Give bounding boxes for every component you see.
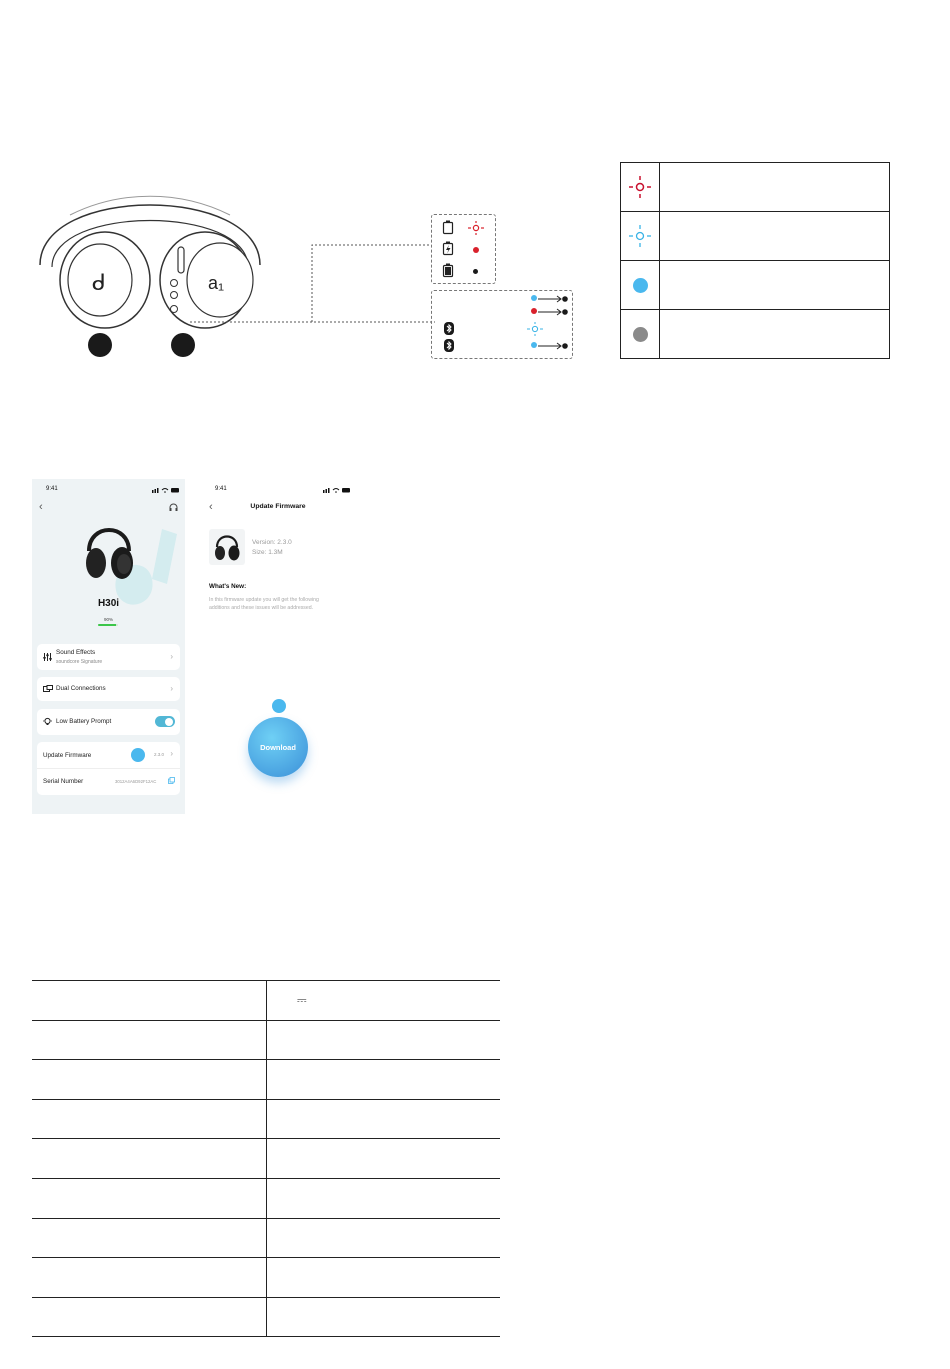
serial-number-label: Serial Number xyxy=(43,778,84,785)
dc-symbol: ⎓ xyxy=(297,993,307,1008)
bluetooth-icon xyxy=(444,339,454,352)
table-row xyxy=(32,1060,500,1100)
battery-full-icon xyxy=(442,263,454,278)
sound-effects-row[interactable] xyxy=(37,644,180,670)
battery-bar-fill xyxy=(98,624,116,626)
blue-dot xyxy=(531,342,537,348)
download-callout-marker xyxy=(272,699,286,713)
table-row xyxy=(32,1297,500,1337)
legend-row-gray-solid xyxy=(621,310,889,358)
chevron-right-icon: › xyxy=(170,749,173,758)
table-row xyxy=(32,1020,500,1060)
led-off-indicator xyxy=(473,269,478,274)
table-row xyxy=(32,981,500,1021)
arrow-to-dot xyxy=(538,340,568,352)
battery-charging-icon xyxy=(442,241,454,256)
download-button-label: Download xyxy=(260,742,296,752)
firmware-callout-marker xyxy=(131,748,145,762)
red-solid-led xyxy=(473,247,479,253)
firmware-update-screen xyxy=(203,479,356,814)
blue-flashing-led-icon xyxy=(526,321,544,337)
firmware-product-thumbnail xyxy=(209,529,245,565)
table-row xyxy=(32,1178,500,1218)
status-time: 9:41 xyxy=(46,486,58,492)
blue-flashing-led-icon xyxy=(627,224,653,248)
product-name: H30i xyxy=(97,598,120,609)
bluetooth-icon xyxy=(444,322,454,335)
gray-solid-led xyxy=(633,327,648,342)
headphones-product-image xyxy=(84,521,134,583)
update-firmware-label: Update Firmware xyxy=(43,752,92,759)
table-row xyxy=(32,1218,500,1258)
red-flashing-led-icon xyxy=(467,220,485,236)
status-time: 9:41 xyxy=(215,486,227,492)
screen-title: Update Firmware xyxy=(250,503,306,510)
battery-low-icon xyxy=(442,220,454,235)
sound-effects-sublabel: soundcore Signature xyxy=(56,659,103,665)
bluetooth-status-box xyxy=(431,290,573,359)
firmware-version-value: 2.3.0 xyxy=(154,752,165,757)
battery-status-box xyxy=(431,214,496,284)
legend-row-red-flashing xyxy=(621,163,889,212)
low-battery-prompt-label: Low Battery Prompt xyxy=(56,718,112,725)
dual-devices-icon xyxy=(43,685,53,693)
equalizer-icon xyxy=(43,653,52,661)
firmware-version: Version: 2.3.0 xyxy=(252,539,292,546)
firmware-card xyxy=(37,742,180,795)
lightbulb-icon xyxy=(43,717,52,727)
connector-lines xyxy=(190,240,435,330)
update-firmware-row[interactable] xyxy=(37,742,180,769)
status-icons xyxy=(152,487,180,493)
arrow-to-dot xyxy=(538,293,568,305)
red-dot xyxy=(531,308,537,314)
dual-connections-label: Dual Connections xyxy=(56,685,106,692)
sound-effects-label: Sound Effects xyxy=(56,649,96,656)
blue-dot xyxy=(531,295,537,301)
svg-text:ᑯ: ᑯ xyxy=(92,270,106,295)
chevron-right-icon: › xyxy=(170,684,173,693)
back-arrow-icon[interactable]: ‹ xyxy=(209,501,213,513)
copy-icon[interactable] xyxy=(168,777,175,784)
low-battery-toggle[interactable] xyxy=(155,716,175,727)
headphones-settings-icon[interactable] xyxy=(169,503,178,512)
arrow-to-dot xyxy=(538,306,568,318)
headphones-thumbnail-icon xyxy=(209,529,245,565)
battery-bar xyxy=(98,624,118,626)
whats-new-title: What's New: xyxy=(209,583,247,590)
download-button[interactable] xyxy=(248,717,308,777)
callout-marker-left xyxy=(88,333,112,357)
whats-new-body: In this firmware update you will get the following additions and these issues will be addressed. xyxy=(209,597,319,611)
legend-row-blue-flashing xyxy=(621,212,889,261)
blue-solid-led xyxy=(633,278,648,293)
red-flashing-led-icon xyxy=(627,175,653,199)
status-icons xyxy=(323,487,351,493)
battery-percentage: 90% xyxy=(103,617,113,622)
firmware-size: Size: 1.3M xyxy=(252,549,283,556)
specifications-table xyxy=(32,980,500,1337)
svg-text:a₁: a₁ xyxy=(208,273,225,293)
led-legend-table xyxy=(620,162,890,359)
table-row xyxy=(32,1139,500,1179)
legend-row-blue-solid xyxy=(621,261,889,310)
chevron-right-icon: › xyxy=(170,652,173,661)
back-arrow-icon[interactable]: ‹ xyxy=(39,501,43,513)
table-row xyxy=(32,1099,500,1139)
low-battery-prompt-row xyxy=(37,709,180,735)
app-home-screen xyxy=(32,479,185,814)
serial-number-value: 3012A4A6D92F12AC xyxy=(115,779,157,784)
table-row xyxy=(32,1258,500,1298)
dual-connections-row[interactable] xyxy=(37,677,180,701)
toggle-knob xyxy=(165,718,173,726)
callout-marker-right xyxy=(171,333,195,357)
